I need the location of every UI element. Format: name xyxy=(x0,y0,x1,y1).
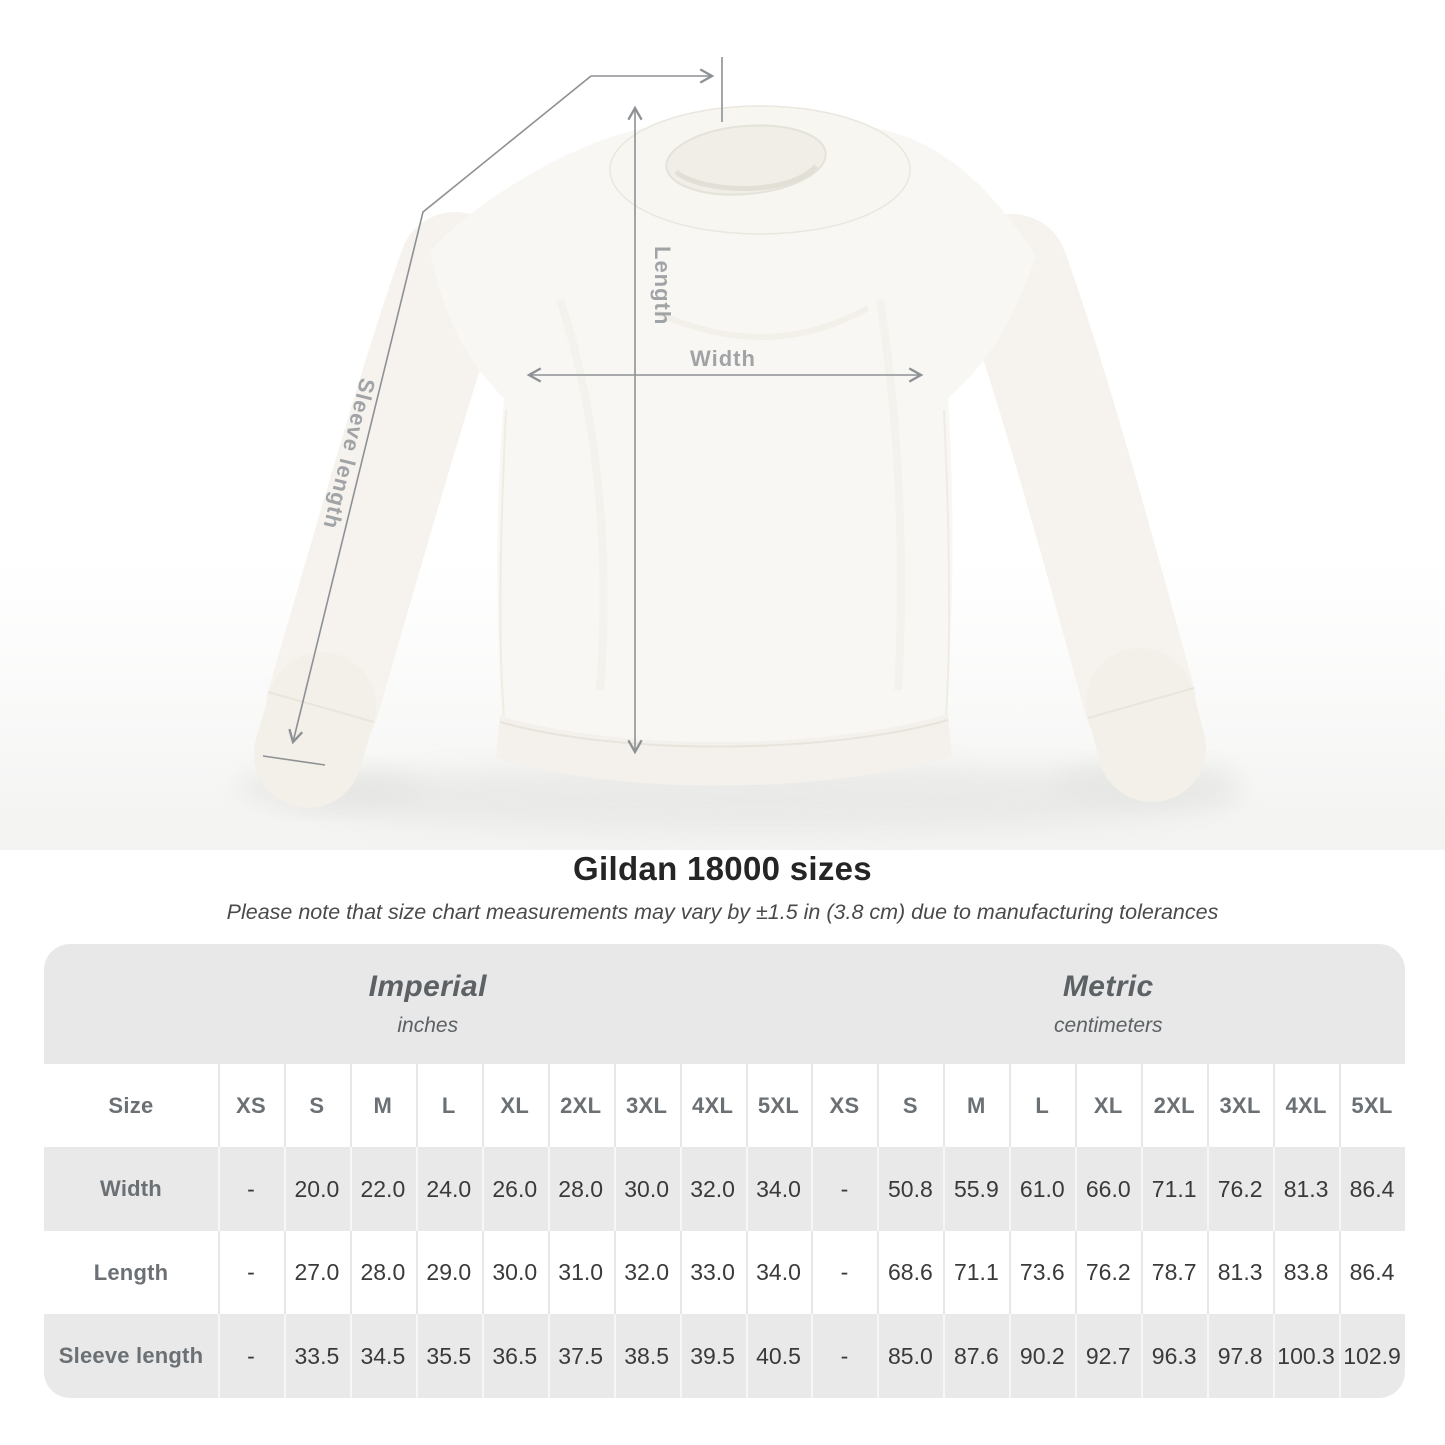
imperial-size-header: 4XL xyxy=(680,1064,746,1147)
imperial-size-header: S xyxy=(284,1064,350,1147)
metric-value: 87.6 xyxy=(943,1314,1009,1398)
metric-value: 76.2 xyxy=(1075,1231,1141,1314)
metric-value: 78.7 xyxy=(1141,1231,1207,1314)
metric-title: Metric xyxy=(1062,970,1154,1003)
imperial-value: 32.0 xyxy=(680,1147,746,1231)
metric-value: 86.4 xyxy=(1339,1231,1405,1314)
metric-value: 71.1 xyxy=(1141,1147,1207,1231)
metric-value: 83.8 xyxy=(1273,1231,1339,1314)
metric-value: 85.0 xyxy=(877,1314,943,1398)
imperial-value: 39.5 xyxy=(680,1314,746,1398)
imperial-size-header: 2XL xyxy=(548,1064,614,1147)
metric-value: 71.1 xyxy=(943,1231,1009,1314)
metric-size-header: 3XL xyxy=(1207,1064,1273,1147)
imperial-value: 34.0 xyxy=(746,1147,812,1231)
sweatshirt-collar xyxy=(610,106,910,234)
metric-size-header: XS xyxy=(811,1064,877,1147)
imperial-value: 38.5 xyxy=(614,1314,680,1398)
metric-size-header: 2XL xyxy=(1141,1064,1207,1147)
metric-value: 92.7 xyxy=(1075,1314,1141,1398)
imperial-value: - xyxy=(218,1231,284,1314)
metric-value: 90.2 xyxy=(1009,1314,1075,1398)
row-label: Sleeve length xyxy=(44,1314,218,1398)
metric-value: 96.3 xyxy=(1141,1314,1207,1398)
metric-size-header: L xyxy=(1009,1064,1075,1147)
imperial-size-header: XL xyxy=(482,1064,548,1147)
metric-value: 68.6 xyxy=(877,1231,943,1314)
imperial-title: Imperial xyxy=(368,970,487,1003)
caption-block xyxy=(0,850,1445,925)
cuff-left xyxy=(308,706,322,754)
metric-value: 55.9 xyxy=(943,1147,1009,1231)
width-label: Width xyxy=(690,346,756,371)
imperial-value: 28.0 xyxy=(548,1147,614,1231)
imperial-value: 36.5 xyxy=(482,1314,548,1398)
metric-section-header xyxy=(811,944,1405,1064)
imperial-section-header xyxy=(44,944,811,1064)
metric-value: - xyxy=(811,1147,877,1231)
imperial-value: 37.5 xyxy=(548,1314,614,1398)
imperial-value: 33.0 xyxy=(680,1231,746,1314)
metric-value: 86.4 xyxy=(1339,1147,1405,1231)
metric-value: - xyxy=(811,1231,877,1314)
imperial-value: 26.0 xyxy=(482,1147,548,1231)
imperial-value: - xyxy=(218,1314,284,1398)
row-label: Width xyxy=(44,1147,218,1231)
metric-size-header: M xyxy=(943,1064,1009,1147)
length-label: Length xyxy=(650,246,675,326)
metric-unit: centimeters xyxy=(1053,1014,1163,1037)
imperial-size-header: XS xyxy=(218,1064,284,1147)
imperial-unit: inches xyxy=(397,1014,459,1037)
imperial-value: 31.0 xyxy=(548,1231,614,1314)
metric-value: 50.8 xyxy=(877,1147,943,1231)
metric-value: 81.3 xyxy=(1273,1147,1339,1231)
imperial-size-header: L xyxy=(416,1064,482,1147)
imperial-size-header: 5XL xyxy=(746,1064,812,1147)
imperial-value: 29.0 xyxy=(416,1231,482,1314)
imperial-value: 34.5 xyxy=(350,1314,416,1398)
imperial-value: 40.5 xyxy=(746,1314,812,1398)
tolerance-note: Please note that size chart measurements may vary by ±1.5 in (3.8 cm) due to manufacturing tolerances xyxy=(226,900,1219,924)
imperial-value: 24.0 xyxy=(416,1147,482,1231)
metric-size-header: XL xyxy=(1075,1064,1141,1147)
metric-value: 66.0 xyxy=(1075,1147,1141,1231)
imperial-value: 27.0 xyxy=(284,1231,350,1314)
cuff-right xyxy=(1140,702,1152,748)
imperial-size-header: 3XL xyxy=(614,1064,680,1147)
size-table xyxy=(44,944,1405,1398)
size-column-header: Size xyxy=(44,1064,218,1147)
imperial-value: 32.0 xyxy=(614,1231,680,1314)
imperial-value: 33.5 xyxy=(284,1314,350,1398)
imperial-value: 20.0 xyxy=(284,1147,350,1231)
metric-value: 97.8 xyxy=(1207,1314,1273,1398)
imperial-value: 30.0 xyxy=(482,1231,548,1314)
metric-value: 76.2 xyxy=(1207,1147,1273,1231)
sleeve-length-label: Sleeve length xyxy=(318,375,381,532)
imperial-value: 22.0 xyxy=(350,1147,416,1231)
imperial-value: 28.0 xyxy=(350,1231,416,1314)
imperial-value: 30.0 xyxy=(614,1147,680,1231)
metric-value: 61.0 xyxy=(1009,1147,1075,1231)
metric-value: 102.9 xyxy=(1339,1314,1405,1398)
imperial-value: 35.5 xyxy=(416,1314,482,1398)
page-title: Gildan 18000 sizes xyxy=(573,850,872,887)
imperial-size-header: M xyxy=(350,1064,416,1147)
metric-value: 81.3 xyxy=(1207,1231,1273,1314)
imperial-value: 34.0 xyxy=(746,1231,812,1314)
metric-size-header: 4XL xyxy=(1273,1064,1339,1147)
metric-value: - xyxy=(811,1314,877,1398)
metric-value: 100.3 xyxy=(1273,1314,1339,1398)
metric-value: 73.6 xyxy=(1009,1231,1075,1314)
imperial-value: - xyxy=(218,1147,284,1231)
metric-size-header: 5XL xyxy=(1339,1064,1405,1147)
row-label: Length xyxy=(44,1231,218,1314)
metric-size-header: S xyxy=(877,1064,943,1147)
